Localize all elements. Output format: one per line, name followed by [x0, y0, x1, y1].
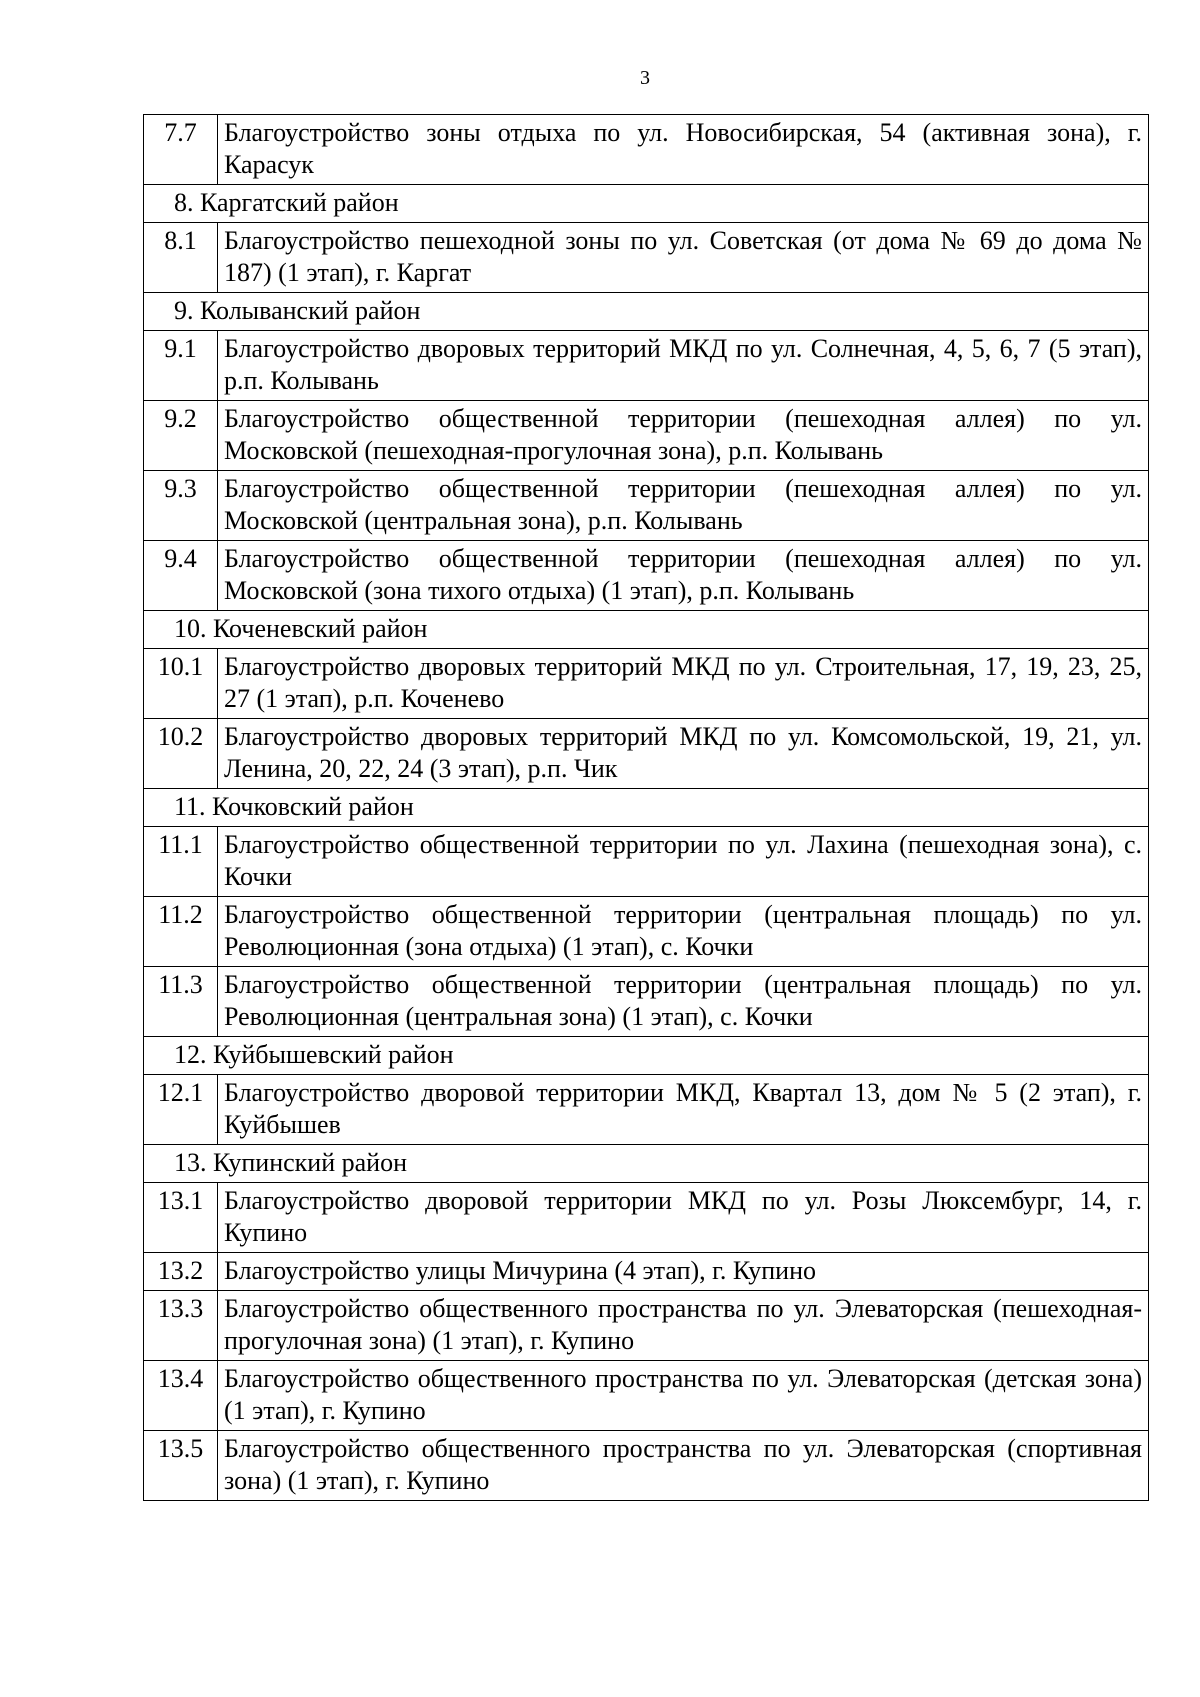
item-number: 13.4 — [144, 1361, 218, 1431]
item-number: 9.2 — [144, 401, 218, 471]
item-description: Благоустройство дворовой территории МКД по ул. Розы Люксембург, 14, г. Купино — [218, 1183, 1149, 1253]
item-number: 12.1 — [144, 1075, 218, 1145]
section-title: 9. Колыванский район — [144, 293, 1149, 331]
table-row — [144, 1183, 1149, 1253]
section-row — [144, 1145, 1149, 1183]
section-row — [144, 611, 1149, 649]
section-title: 8. Каргатский район — [144, 185, 1149, 223]
table-row — [144, 331, 1149, 401]
item-description: Благоустройство общественного пространства по ул. Элеваторская (детская зона) (1 этап), г. Купино — [218, 1361, 1149, 1431]
table-row — [144, 471, 1149, 541]
item-description: Благоустройство общественной территории (центральная площадь) по ул. Революционная (центральная зона) (1 этап), с. Кочки — [218, 967, 1149, 1037]
table-row — [144, 541, 1149, 611]
section-row — [144, 1037, 1149, 1075]
item-description: Благоустройство пешеходной зоны по ул. Советская (от дома № 69 до дома № 187) (1 этап), г. Каргат — [218, 223, 1149, 293]
item-description: Благоустройство дворовых территорий МКД по ул. Солнечная, 4, 5, 6, 7 (5 этап), р.п. Колывань — [218, 331, 1149, 401]
item-description: Благоустройство общественной территории (пешеходная аллея) по ул. Московской (центральная зона), р.п. Колывань — [218, 471, 1149, 541]
item-number: 9.4 — [144, 541, 218, 611]
item-number: 10.2 — [144, 719, 218, 789]
section-row — [144, 789, 1149, 827]
item-number: 9.3 — [144, 471, 218, 541]
item-description: Благоустройство зоны отдыха по ул. Новосибирская, 54 (активная зона), г. Карасук — [218, 115, 1149, 185]
section-row — [144, 185, 1149, 223]
item-description: Благоустройство дворовых территорий МКД по ул. Строительная, 17, 19, 23, 25, 27 (1 этап), р.п. Коченево — [218, 649, 1149, 719]
section-title: 10. Коченевский район — [144, 611, 1149, 649]
item-description: Благоустройство общественной территории по ул. Лахина (пешеходная зона), с. Кочки — [218, 827, 1149, 897]
item-description: Благоустройство общественного пространства по ул. Элеваторская (пешеходная-прогулочная зона) (1 этап), г. Купино — [218, 1291, 1149, 1361]
table-row — [144, 719, 1149, 789]
item-number: 11.3 — [144, 967, 218, 1037]
item-number: 9.1 — [144, 331, 218, 401]
table-row — [144, 1361, 1149, 1431]
item-description: Благоустройство общественной территории (пешеходная аллея) по ул. Московской (пешеходная-прогулочная зона), р.п. Колывань — [218, 401, 1149, 471]
table-row — [144, 401, 1149, 471]
section-title: 13. Купинский район — [144, 1145, 1149, 1183]
projects-table-body — [144, 115, 1149, 1501]
table-row — [144, 115, 1149, 185]
item-number: 10.1 — [144, 649, 218, 719]
item-description: Благоустройство дворовой территории МКД, Квартал 13, дом № 5 (2 этап), г. Куйбышев — [218, 1075, 1149, 1145]
table-row — [144, 967, 1149, 1037]
item-number: 13.3 — [144, 1291, 218, 1361]
item-description: Благоустройство улицы Мичурина (4 этап), г. Купино — [218, 1253, 1149, 1291]
item-number: 8.1 — [144, 223, 218, 293]
item-description: Благоустройство общественной территории (пешеходная аллея) по ул. Московской (зона тихого отдыха) (1 этап), р.п. Колывань — [218, 541, 1149, 611]
section-title: 11. Кочковский район — [144, 789, 1149, 827]
item-number: 11.2 — [144, 897, 218, 967]
table-row — [144, 1291, 1149, 1361]
item-number: 11.1 — [144, 827, 218, 897]
item-description: Благоустройство общественной территории (центральная площадь) по ул. Революционная (зона отдыха) (1 этап), с. Кочки — [218, 897, 1149, 967]
item-description: Благоустройство дворовых территорий МКД по ул. Комсомольской, 19, 21, ул. Ленина, 20, 22, 24 (3 этап), р.п. Чик — [218, 719, 1149, 789]
page-number: 3 — [640, 67, 650, 89]
table-row — [144, 897, 1149, 967]
table-row — [144, 649, 1149, 719]
item-number: 13.5 — [144, 1431, 218, 1501]
table-row — [144, 827, 1149, 897]
item-description: Благоустройство общественного пространства по ул. Элеваторская (спортивная зона) (1 этап), г. Купино — [218, 1431, 1149, 1501]
table-row — [144, 1253, 1149, 1291]
table-row — [144, 1431, 1149, 1501]
item-number: 13.2 — [144, 1253, 218, 1291]
table-row — [144, 1075, 1149, 1145]
item-number: 13.1 — [144, 1183, 218, 1253]
section-title: 12. Куйбышевский район — [144, 1037, 1149, 1075]
table-row — [144, 223, 1149, 293]
section-row — [144, 293, 1149, 331]
item-number: 7.7 — [144, 115, 218, 185]
projects-table — [143, 114, 1149, 1501]
